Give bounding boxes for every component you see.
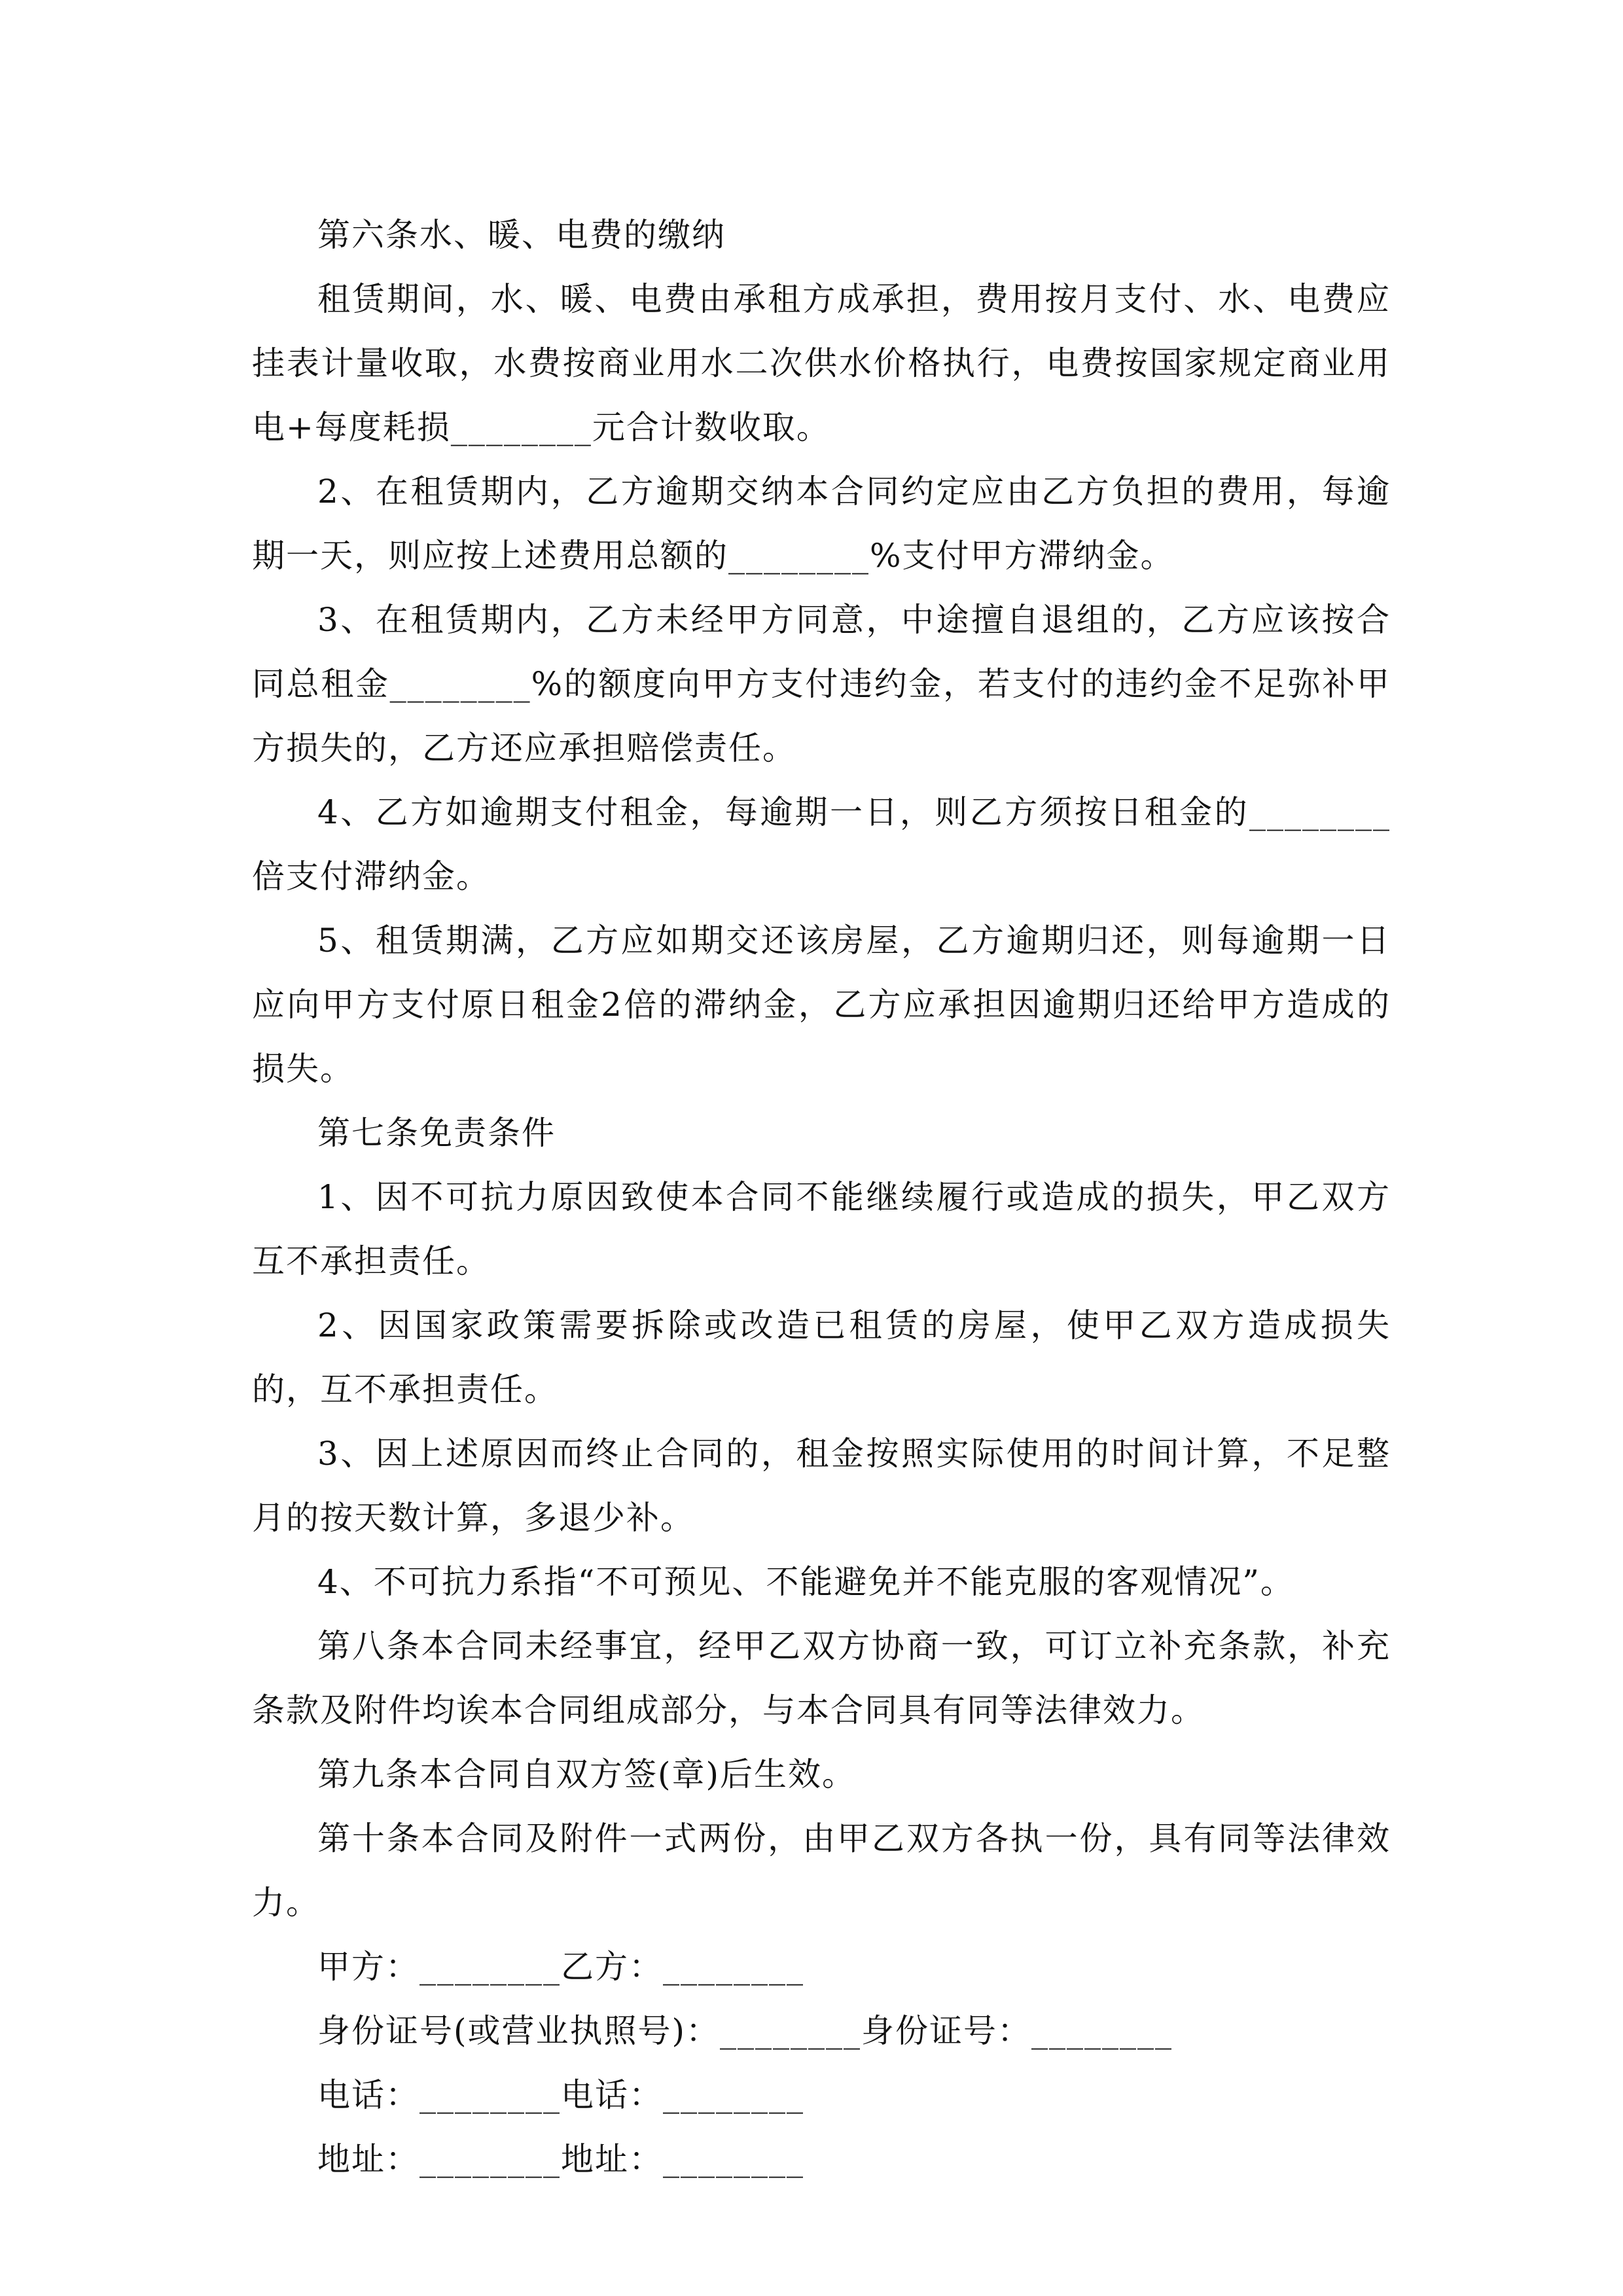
exemption-clause-2: 2、因国家政策需要拆除或改造已租赁的房屋，使甲乙双方造成损失的，互不承担责任。 [252, 1306, 1391, 1408]
article-6-heading: 第六条水、暖、电费的缴纳 [317, 216, 726, 254]
contract-body [252, 203, 1391, 2191]
exemption-clause-4: 4、不可抗力系指“不可预见、不能避免并不能克服的客观情况”。 [317, 1563, 1294, 1601]
late-fee-clause-2: 2、在租赁期内，乙方逾期交纳本合同约定应由乙方负担的费用，每逾期一天，则应按上述费用总额的________%支付甲方滞纳金。 [252, 473, 1391, 575]
article-10: 第十条本合同及附件一式两份，由甲乙双方各执一份，具有同等法律效力。 [252, 1820, 1391, 1922]
article-9: 第九条本合同自双方签(章)后生效。 [317, 1755, 857, 1793]
party-names-line: 甲方：________乙方：________ [317, 1948, 804, 1986]
lease-expiry-clause-5: 5、租赁期满，乙方应如期交还该房屋，乙方逾期归还，则每逾期一日应向甲方支付原日租金2倍的滞纳金，乙方应承担因逾期归还给甲方造成的损失。 [252, 922, 1391, 1088]
penalty-clause-3: 3、在租赁期内，乙方未经甲方同意，中途擅自退组的，乙方应该按合同总租金________%的额度向甲方支付违约金，若支付的违约金不足弥补甲方损失的，乙方还应承担赔偿责任。 [252, 601, 1391, 767]
address-line: 地址：________地址：________ [317, 2140, 804, 2178]
utility-payment-paragraph: 租赁期间，水、暖、电费由承租方成承担，费用按月支付、水、电费应挂表计量收取，水费按商业用水二次供水价格执行，电费按国家规定商业用电+每度耗损________元合计数收取。 [252, 280, 1391, 446]
article-7-heading: 第七条免责条件 [317, 1114, 556, 1152]
late-rent-clause-4: 4、乙方如逾期支付租金，每逾期一日，则乙方须按日租金的________倍支付滞纳金。 [252, 793, 1391, 895]
article-8: 第八条本合同未经事宜，经甲乙双方协商一致，可订立补充条款，补充条款及附件均诶本合同组成部分，与本合同具有同等法律效力。 [252, 1627, 1391, 1729]
exemption-clause-1: 1、因不可抗力原因致使本合同不能继续履行或造成的损失，甲乙双方互不承担责任。 [252, 1178, 1391, 1280]
exemption-clause-3: 3、因上述原因而终止合同的，租金按照实际使用的时间计算，不足整月的按天数计算，多退少补。 [252, 1435, 1391, 1537]
id-number-line: 身份证号(或营业执照号)：________身份证号：________ [317, 2012, 1173, 2050]
phone-line: 电话：________电话：________ [317, 2076, 804, 2114]
